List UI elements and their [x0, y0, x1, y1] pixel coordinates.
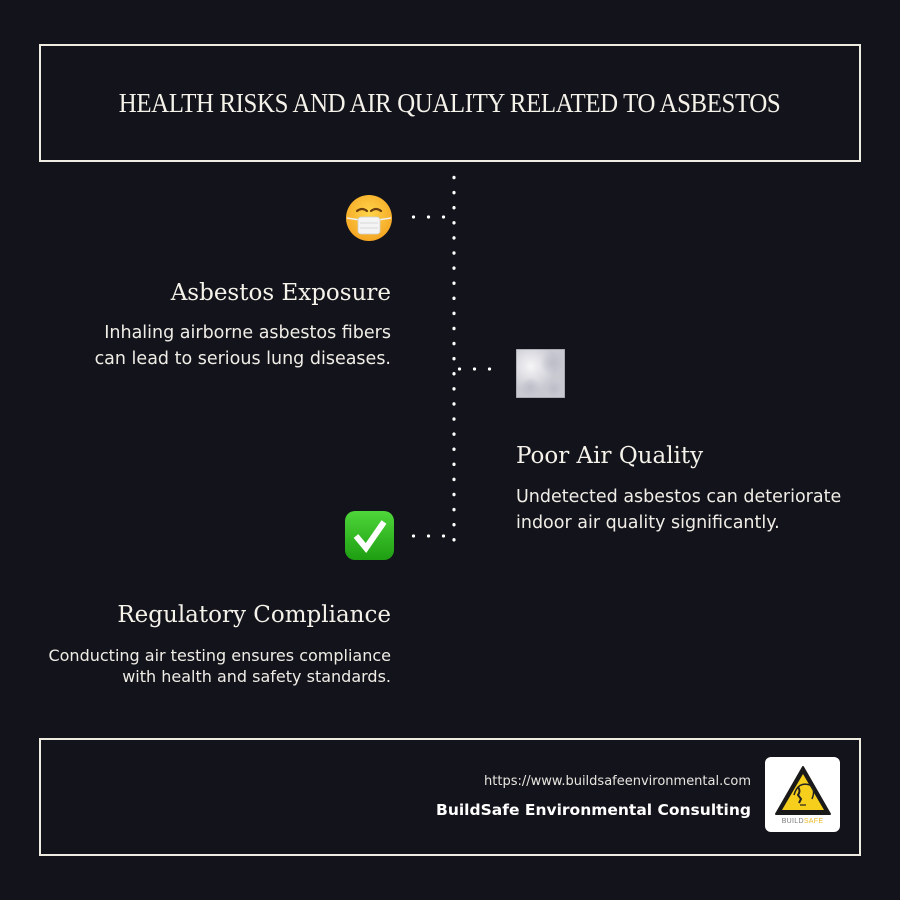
connector-dots-1	[406, 215, 454, 219]
face-with-medical-mask-icon	[344, 193, 394, 243]
warning-triangle-icon	[774, 765, 832, 817]
website-link[interactable]: https://www.buildsafeenvironmental.com	[484, 774, 751, 789]
company-name: BuildSafe Environmental Consulting	[436, 801, 751, 819]
footer-box	[39, 738, 861, 856]
description-line: Inhaling airborne asbestos fibers	[104, 323, 391, 343]
timeline-vertical-dotted-line	[452, 170, 456, 542]
description-line: can lead to serious lung diseases.	[94, 349, 391, 369]
item-description-poor-air-quality	[516, 484, 841, 536]
header-box	[39, 44, 861, 162]
connector-dots-2	[452, 367, 500, 371]
item-title-asbestos-exposure: Asbestos Exposure	[170, 280, 391, 306]
logo-text: BUILDSAFE	[781, 817, 824, 825]
description-line: with health and safety standards.	[122, 667, 391, 686]
buildsafe-logo	[765, 757, 840, 832]
item-description-regulatory-compliance	[48, 645, 391, 687]
item-title-poor-air-quality: Poor Air Quality	[516, 443, 704, 469]
description-line: indoor air quality significantly.	[516, 513, 780, 533]
description-line: Undetected asbestos can deteriorate	[516, 487, 842, 507]
item-description-asbestos-exposure	[95, 320, 391, 372]
item-title-regulatory-compliance: Regulatory Compliance	[117, 602, 391, 628]
connector-dots-3	[406, 534, 454, 538]
cloud-texture-icon	[516, 349, 565, 398]
page-title: HEALTH RISKS AND AIR QUALITY RELATED TO ASBESTOS	[119, 87, 781, 118]
check-mark-button-icon	[344, 510, 395, 561]
description-line: Conducting air testing ensures compliance	[48, 646, 391, 665]
